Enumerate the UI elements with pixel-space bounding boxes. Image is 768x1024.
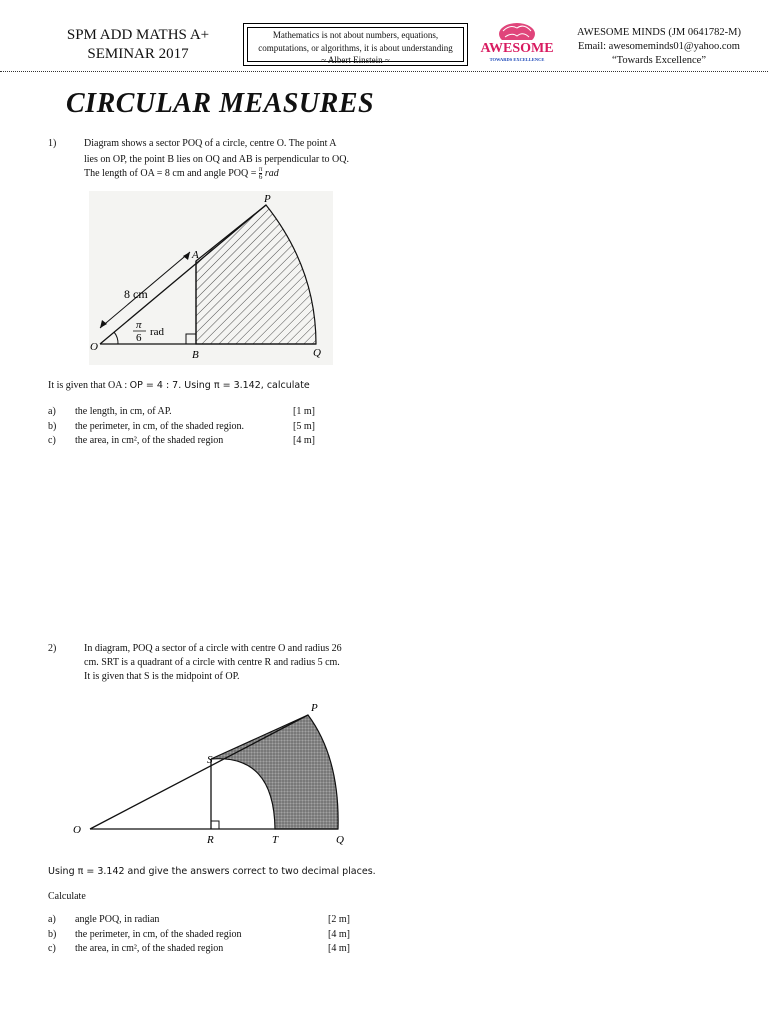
- q1-part-a-label: a): [48, 406, 56, 417]
- q1-given-rest: OP = 4 : 7. Using π = 3.142, calculate: [129, 380, 310, 391]
- q2-part-b: [48, 928, 368, 943]
- header-divider: [0, 71, 768, 72]
- q2-sector-diagram: [60, 690, 360, 850]
- q2-label-s: S: [207, 754, 213, 766]
- q1-given-prefix: It is given that OA :: [48, 380, 130, 391]
- q2-parts: [48, 913, 368, 957]
- q2-part-a-marks: [2 m]: [328, 914, 350, 925]
- q1-sector-diagram: [86, 188, 336, 368]
- q2-line-1: In diagram, POQ a sector of a circle with centre O and radius 26: [84, 643, 342, 654]
- q1-part-a: [48, 405, 368, 420]
- q1-frac-num: π: [258, 165, 263, 173]
- q1-line-1: Diagram shows a sector POQ of a circle, centre O. The point A: [84, 138, 337, 149]
- q2-part-c: [48, 942, 368, 957]
- q1-parts: [48, 405, 368, 449]
- q1-part-b-text: the perimeter, in cm, of the shaded region.: [75, 420, 244, 432]
- q1-part-b: [48, 420, 368, 435]
- q1-label-p: P: [264, 193, 271, 205]
- q2-part-b-text: the perimeter, in cm, of the shaded region: [75, 928, 242, 940]
- q1-label-a: A: [192, 249, 199, 261]
- q2-part-a-label: a): [48, 914, 56, 925]
- quote-line-1: Mathematics is not about numbers, equations,: [272, 30, 439, 40]
- q2-calculate: Calculate: [48, 891, 86, 902]
- org-info: [560, 26, 758, 68]
- awesome-logo: [474, 22, 560, 64]
- page-title: CIRCULAR MEASURES: [66, 88, 375, 119]
- q2-label-q: Q: [336, 834, 344, 846]
- q1-part-a-text: the length, in cm, of AP.: [75, 406, 172, 417]
- seminar-title: [48, 26, 228, 64]
- q1-frac-unit: rad: [262, 167, 279, 179]
- logo-tagline: TOWARDS EXCELLENCE: [489, 57, 545, 62]
- q1-number: 1): [48, 138, 57, 149]
- q2-label-r: R: [207, 834, 214, 846]
- q1-part-b-marks: [5 m]: [293, 420, 315, 432]
- q1-frac-den: 6: [258, 173, 263, 181]
- q1-part-c-label: c): [48, 435, 56, 446]
- q1-angle-6: 6: [136, 332, 142, 344]
- q1-label-q: Q: [313, 347, 321, 359]
- seminar-title-line2: SEMINAR 2017: [87, 46, 189, 62]
- q2-label-o: O: [73, 824, 81, 836]
- q2-number: 2): [48, 643, 57, 654]
- logo-wordmark: AWESOME: [480, 41, 554, 56]
- q2-label-p: P: [311, 702, 318, 714]
- q2-label-t: T: [272, 834, 279, 846]
- q1-part-a-marks: [1 m]: [293, 406, 315, 417]
- q2-part-a: [48, 913, 368, 928]
- q1-angle-pi: π: [136, 319, 142, 331]
- q2-part-a-text: angle POQ, in radian: [75, 914, 160, 925]
- q2-line-3: It is given that S is the midpoint of OP.: [84, 671, 240, 682]
- q1-line-3: [84, 166, 279, 181]
- org-email: Email: awesomeminds01@yahoo.com: [578, 41, 740, 52]
- q1-angle-rad: rad: [150, 326, 165, 338]
- q1-given: [48, 380, 310, 391]
- q1-label-o: O: [90, 341, 98, 353]
- q2-part-b-label: b): [48, 928, 57, 940]
- org-name: AWESOME MINDS (JM 0641782-M): [577, 27, 741, 38]
- quote-line-3: ~ Albert Einstein ~: [321, 55, 390, 65]
- q2-part-c-text: the area, in cm², of the shaded region: [75, 943, 224, 954]
- q1-part-b-label: b): [48, 420, 57, 432]
- q2-part-c-marks: [4 m]: [328, 943, 350, 954]
- q1-part-c-marks: [4 m]: [293, 435, 315, 446]
- q1-part-c-text: the area, in cm², of the shaded region: [75, 435, 224, 446]
- q1-label-8cm: 8 cm: [124, 287, 148, 301]
- q1-line-2: lies on OP, the point B lies on OQ and AB is perpendicular to OQ.: [84, 154, 349, 165]
- quote-line-2: computations, or algorithms, it is about understanding: [258, 42, 453, 53]
- q1-label-b: B: [192, 349, 199, 361]
- seminar-title-line1: SPM ADD MATHS A+: [66, 27, 210, 43]
- q2-line-2: cm. SRT is a quadrant of a circle with centre R and radius 5 cm.: [84, 657, 340, 668]
- q2-part-b-marks: [4 m]: [328, 928, 350, 940]
- q1-part-c: [48, 434, 368, 449]
- q2-part-c-label: c): [48, 943, 56, 954]
- q1-line-3-text: The length of OA = 8 cm and angle POQ =: [84, 167, 259, 179]
- q2-given: Using π = 3.142 and give the answers correct to two decimal places.: [48, 866, 376, 877]
- org-motto: “Towards Excellence”: [611, 55, 706, 66]
- quote-box: [243, 23, 468, 66]
